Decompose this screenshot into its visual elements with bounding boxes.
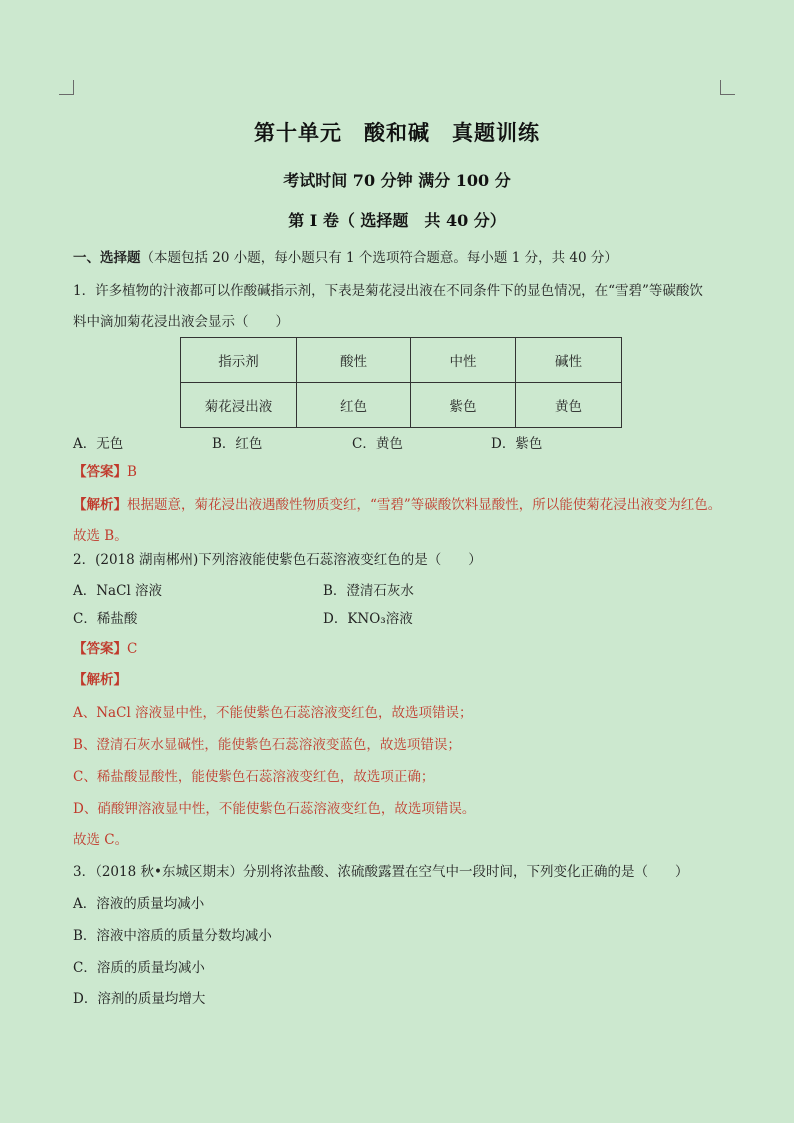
q1-stem-line1: 1．许多植物的汁液都可以作酸碱指示剂，下表是菊花浸出液在不同条件下的显色情况，在“雪碧”等碳酸饮 (73, 283, 703, 299)
part1-instruction-text: （本题包括 20 小题，每小题只有 1 个选项符合题意。每小题 1 分，共 40 分） (140, 250, 618, 266)
q2-analysis-c: C、稀盐酸显酸性，能使紫色石蕊溶液变红色，故选项正确； (73, 769, 435, 785)
q1-stem-line2: 料中滴加菊花浸出液会显示（ ） (73, 314, 289, 330)
table-cell: 紫色 (411, 383, 516, 428)
q1-option-c: C．黄色 (352, 436, 403, 452)
answer-value: B (127, 464, 137, 480)
q1-option-b: B．红色 (212, 436, 263, 452)
table-cell: 碱性 (516, 338, 622, 383)
q3-stem: 3．（2018 秋•东城区期末）分别将浓盐酸、浓硫酸露置在空气中一段时间，下列变化正确的是（ ） (73, 864, 689, 880)
q1-indicator-table (180, 337, 622, 428)
table-row (181, 383, 622, 428)
q2-conclusion: 故选 C。 (73, 832, 129, 848)
analysis-label: 【解析】 (73, 497, 127, 513)
table-cell: 中性 (411, 338, 516, 383)
analysis-text: 根据题意，菊花浸出液遇酸性物质变红，“雪碧”等碳酸饮料显酸性，所以能使菊花浸出液变为红色。 (127, 497, 722, 513)
q1-option-a: A．无色 (73, 436, 124, 452)
q2-option-d: D．KNO₃溶液 (323, 611, 413, 627)
section-heading: 第 I 卷（ 选择题 共 40 分） (288, 211, 506, 230)
q2-stem: 2．(2018 湖南郴州)下列溶液能使紫色石蕊溶液变红色的是（ ） (73, 552, 482, 568)
crop-mark-top-right (720, 80, 735, 95)
table-cell: 黄色 (516, 383, 622, 428)
q3-option-c: C．溶质的质量均减小 (73, 960, 205, 976)
q1-option-d: D．紫色 (491, 436, 543, 452)
q2-analysis-d: D、硝酸钾溶液显中性，不能使紫色石蕊溶液变红色，故选项错误。 (73, 801, 476, 817)
q2-analysis-b: B、澄清石灰水显碱性，能使紫色石蕊溶液变蓝色，故选项错误； (73, 737, 461, 753)
table-cell: 指示剂 (181, 338, 297, 383)
q2-answer (73, 640, 137, 658)
document-title: 第十单元 酸和碱 真题训练 (254, 120, 540, 145)
q3-option-b: B．溶液中溶质的质量分数均减小 (73, 928, 272, 944)
q1-analysis (73, 496, 721, 514)
q3-option-d: D．溶剂的质量均增大 (73, 991, 206, 1007)
q2-analysis-a: A、NaCl 溶液显中性，不能使紫色石蕊溶液变红色，故选项错误； (73, 705, 473, 721)
answer-label: 【答案】 (73, 641, 127, 657)
q2-option-c: C．稀盐酸 (73, 611, 138, 627)
table-cell: 红色 (297, 383, 411, 428)
part1-instruction (73, 249, 618, 267)
answer-label: 【答案】 (73, 464, 127, 480)
part1-heading: 一、选择题 (73, 250, 141, 266)
table-header-row (181, 338, 622, 383)
table-cell: 菊花浸出液 (181, 383, 297, 428)
q2-option-b: B．澄清石灰水 (323, 583, 414, 599)
answer-value: C (127, 641, 138, 657)
q1-conclusion: 故选 B。 (73, 528, 128, 544)
q2-analysis-label: 【解析】 (73, 672, 127, 688)
crop-mark-top-left (59, 80, 74, 95)
q1-answer (73, 463, 137, 481)
table-cell: 酸性 (297, 338, 411, 383)
exam-info: 考试时间 70 分钟 满分 100 分 (283, 171, 511, 190)
q2-option-a: A．NaCl 溶液 (73, 583, 163, 599)
q3-option-a: A．溶液的质量均减小 (73, 896, 205, 912)
